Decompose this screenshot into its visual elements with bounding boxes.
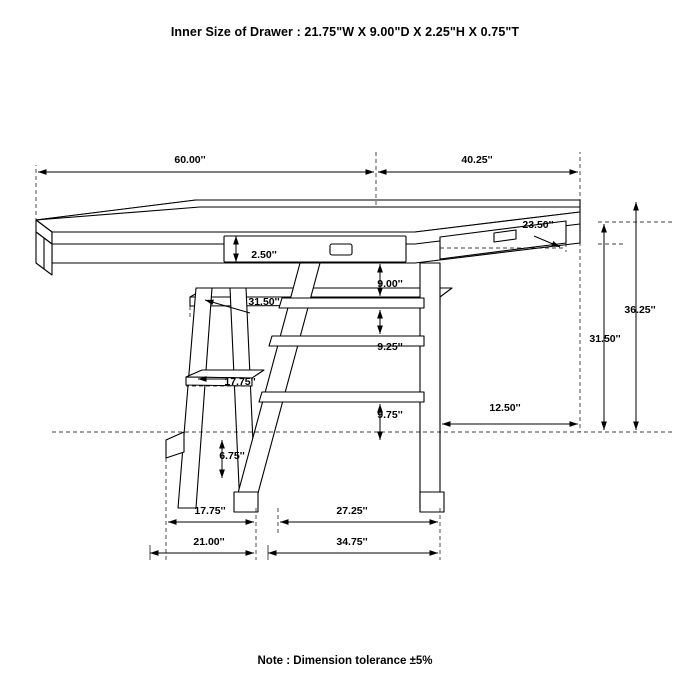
dim-label-4025: 40.25'' bbox=[461, 154, 493, 166]
dim-label-3150-height: 31.50'' bbox=[589, 333, 621, 345]
dim-label-900: 9.00'' bbox=[377, 278, 403, 290]
table-body bbox=[36, 200, 580, 512]
dim-label-2350: 23.50'' bbox=[522, 219, 554, 231]
stretcher-lower bbox=[259, 392, 424, 402]
dim-label-1775-foot: 17.75'' bbox=[194, 505, 226, 517]
dim-label-975: 9.75'' bbox=[377, 409, 403, 421]
foot-left bbox=[166, 432, 184, 458]
foot-a-left bbox=[234, 492, 258, 512]
foot-a-right bbox=[420, 492, 444, 512]
dim-label-250: 2.50'' bbox=[251, 249, 277, 261]
leg-left-outer bbox=[178, 288, 212, 508]
drawer-pull-center bbox=[330, 244, 352, 255]
stretcher-upper bbox=[279, 298, 424, 308]
upper-shelf bbox=[190, 288, 452, 297]
dim-label-1250: 12.50'' bbox=[489, 402, 521, 414]
dim-label-3475: 34.75'' bbox=[336, 536, 368, 548]
dim-label-2100: 21.00'' bbox=[193, 536, 225, 548]
dim-label-1775-shelf: 17.75'' bbox=[224, 376, 256, 388]
dim-label-925: 9.25'' bbox=[377, 341, 403, 353]
dim-label-60: 60.00'' bbox=[174, 154, 206, 166]
page-title: Inner Size of Drawer : 21.75"W X 9.00"D X 2.25"H X 0.75"T bbox=[170, 25, 520, 39]
dim-label-3625-height: 36.25'' bbox=[624, 304, 656, 316]
dim-label-675: 6.75'' bbox=[219, 450, 245, 462]
tolerance-note: Note : Dimension tolerance ±5% bbox=[257, 655, 433, 667]
dim-label-3150-shelf: 31.50'' bbox=[248, 296, 280, 308]
dim-label-2725: 27.25'' bbox=[336, 505, 368, 517]
